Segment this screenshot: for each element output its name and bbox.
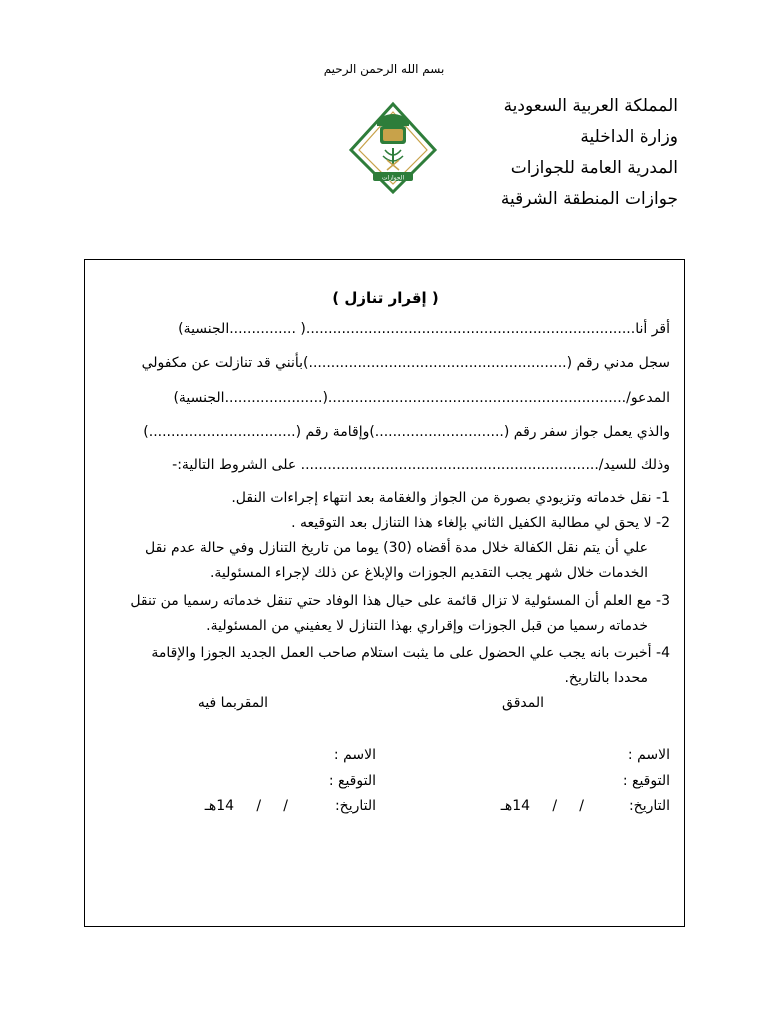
- condition-2-cont-b: الخدمات خلال شهر يجب التقديم الجوزات والإبلاغ عن ذلك لإجراء المسئولية.: [209, 565, 648, 581]
- condition-2-cont-a: علي أن يتم نقل الكفالة خلال مدة أقضاه (30) يوما من تاريخ التنازل وفي حالة عدم نقل: [145, 540, 648, 556]
- signature-label-right: التوقيع :: [622, 773, 670, 789]
- condition-1: 1- نقل خدماته وتزيودي بصورة من الجواز والغقامة بعد انتهاء إجراءات النقل.: [231, 490, 670, 506]
- condition-3-cont: خدماته رسميا من قبل الجوزات وإقراري بهذا التنازل لا يعفيني من المسئولية.: [206, 618, 648, 634]
- line-declarant: أقر أنا..........................................................................( ...............الجنسية): [178, 321, 670, 337]
- date-value-left: / / 14هـ: [204, 798, 288, 814]
- declaration-form: [84, 259, 685, 927]
- date-label-left: التاريخ:: [334, 798, 376, 814]
- condition-3: 3- مع العلم أن المسئولية لا تزال قائمة على حيال هذا الوفاد حتي تنقل خدماته رسميا من تنقل: [130, 593, 670, 609]
- header-kingdom: المملكة العربية السعودية: [503, 96, 678, 116]
- condition-2: 2- لا يحق لي مطالبة الكفيل الثاني بإلغاء هذا التنازل بعد التوقيعه .: [291, 515, 670, 531]
- line-civil-record: سجل مدني رقم (..........................................................)بأنني قد تنازلت عن مكفولي: [141, 355, 670, 371]
- basmala: بسم الله الرحمن الرحيم: [323, 62, 445, 76]
- name-label-right: الاسم :: [627, 747, 670, 763]
- condition-4-cont: محددا بالتاريخ.: [564, 670, 648, 686]
- role-acknowledger: المقربما فيه: [197, 695, 268, 711]
- signature-label-left: التوقيع :: [328, 773, 376, 789]
- line-passport-residence: والذي يعمل جواز سفر رقم (.............................)وإقامة رقم (.................................): [143, 424, 670, 440]
- form-title: ( إقرار تنازل ): [332, 289, 439, 307]
- name-label-left: الاسم :: [333, 747, 376, 763]
- passports-emblem: [347, 98, 439, 194]
- emblem-label: الجوازات: [381, 174, 405, 182]
- date-label-right: التاريخ:: [628, 798, 670, 814]
- header-ministry: وزارة الداخلية: [580, 127, 678, 147]
- role-auditor: المدقق: [502, 695, 544, 711]
- header-directorate: المدرية العامة للجوازات: [510, 158, 678, 178]
- condition-4: 4- أخبرت بانه يجب علي الحضول على ما يثبت استلام صاحب العمل الجديد الجوزا والإقامة: [151, 645, 670, 661]
- line-recipient: وذلك للسيد/................................................................... على الشروط التالية:-: [172, 457, 670, 473]
- header-region: جوازات المنطقة الشرقية: [500, 189, 678, 209]
- date-value-right: / / 14هـ: [500, 798, 584, 814]
- line-named-person: المدعو/...................................................................(......................الجنسية): [173, 390, 670, 406]
